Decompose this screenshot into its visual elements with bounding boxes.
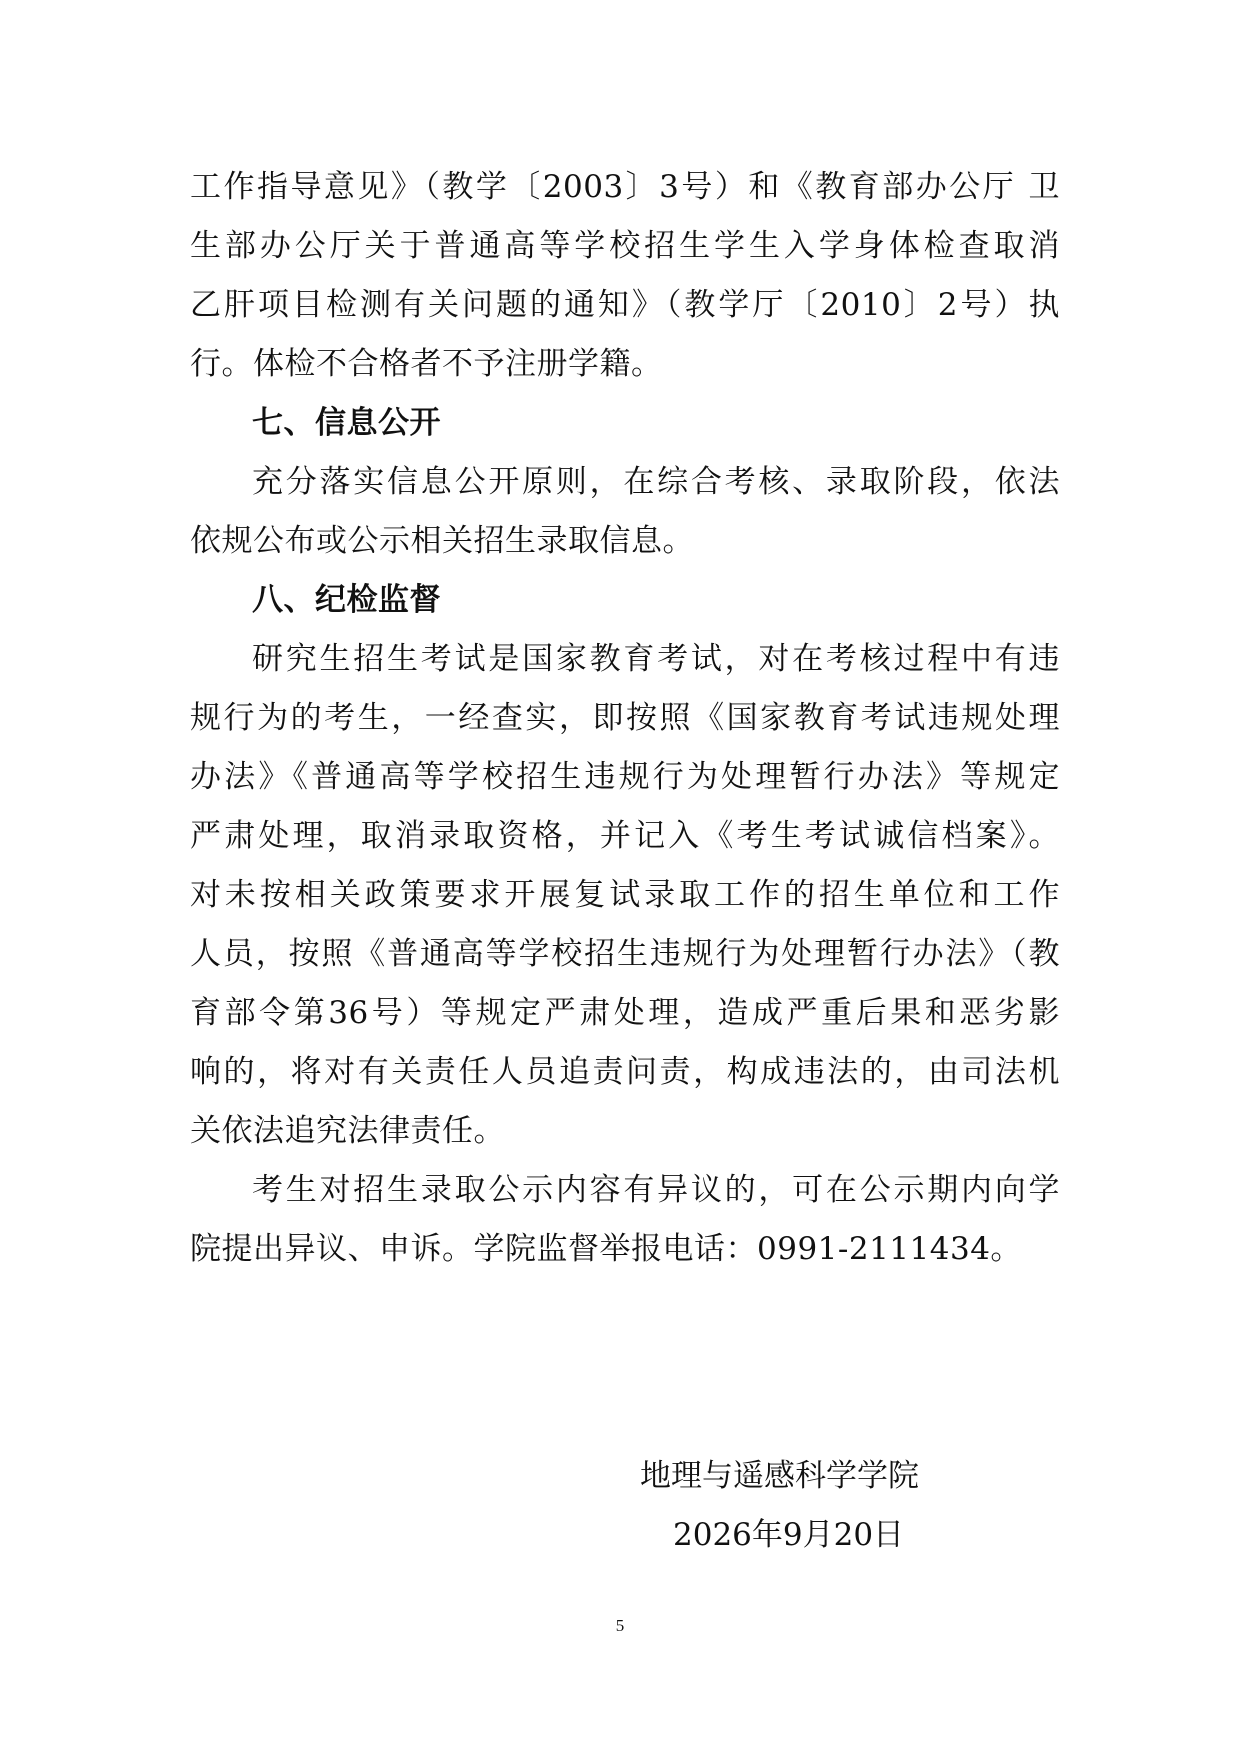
section-heading: 七、信息公开 — [252, 405, 441, 441]
text-line: 工作指导意见》（教学〔2003〕3号）和《教育部办公厅 卫 — [190, 169, 1060, 205]
text-line: 考生对招生录取公示内容有异议的，可在公示期内向学 — [252, 1172, 1060, 1208]
text-line: 办法》《普通高等学校招生违规行为处理暂行办法》等规定 — [190, 759, 1060, 795]
text-line: 人员，按照《普通高等学校招生违规行为处理暂行办法》（教 — [190, 936, 1060, 972]
document-body — [190, 158, 1060, 1279]
text-line: 育部令第36号）等规定严肃处理，造成严重后果和恶劣影 — [190, 995, 1060, 1031]
section-information-disclosure — [190, 394, 1060, 571]
text-line: 对未按相关政策要求开展复试录取工作的招生单位和工作 — [190, 877, 1060, 913]
continued-paragraph — [190, 158, 1060, 394]
text-line: 院提出异议、申诉。学院监督举报电话：0991-2111434。 — [190, 1231, 1022, 1267]
section-discipline-supervision — [190, 571, 1060, 1161]
text-line: 生部办公厅关于普通高等学校招生学生入学身体检查取消 — [190, 228, 1060, 264]
text-line: 充分落实信息公开原则，在综合考核、录取阶段，依法 — [252, 464, 1060, 500]
text-line: 响的，将对有关责任人员追责问责，构成违法的，由司法机 — [190, 1054, 1060, 1090]
page-number: 5 — [615, 1616, 625, 1635]
text-line: 研究生招生考试是国家教育考试，对在考核过程中有违 — [252, 641, 1060, 677]
text-line: 依规公布或公示相关招生录取信息。 — [190, 523, 694, 559]
text-line: 乙肝项目检测有关问题的通知》（教学厅〔2010〕2号）执 — [190, 287, 1060, 323]
text-line: 行。体检不合格者不予注册学籍。 — [190, 346, 663, 382]
section-heading: 八、纪检监督 — [252, 582, 441, 618]
text-line: 严肃处理，取消录取资格，并记入《考生考试诚信档案》。 — [190, 818, 1060, 854]
signature-date: 2026年9月20日 — [673, 1517, 905, 1553]
signature-organization: 地理与遥感科学学院 — [640, 1458, 919, 1494]
text-line: 规行为的考生，一经查实，即按照《国家教育考试违规处理 — [190, 700, 1060, 736]
appeal-paragraph — [190, 1161, 1060, 1279]
text-line: 关依法追究法律责任。 — [190, 1113, 505, 1149]
